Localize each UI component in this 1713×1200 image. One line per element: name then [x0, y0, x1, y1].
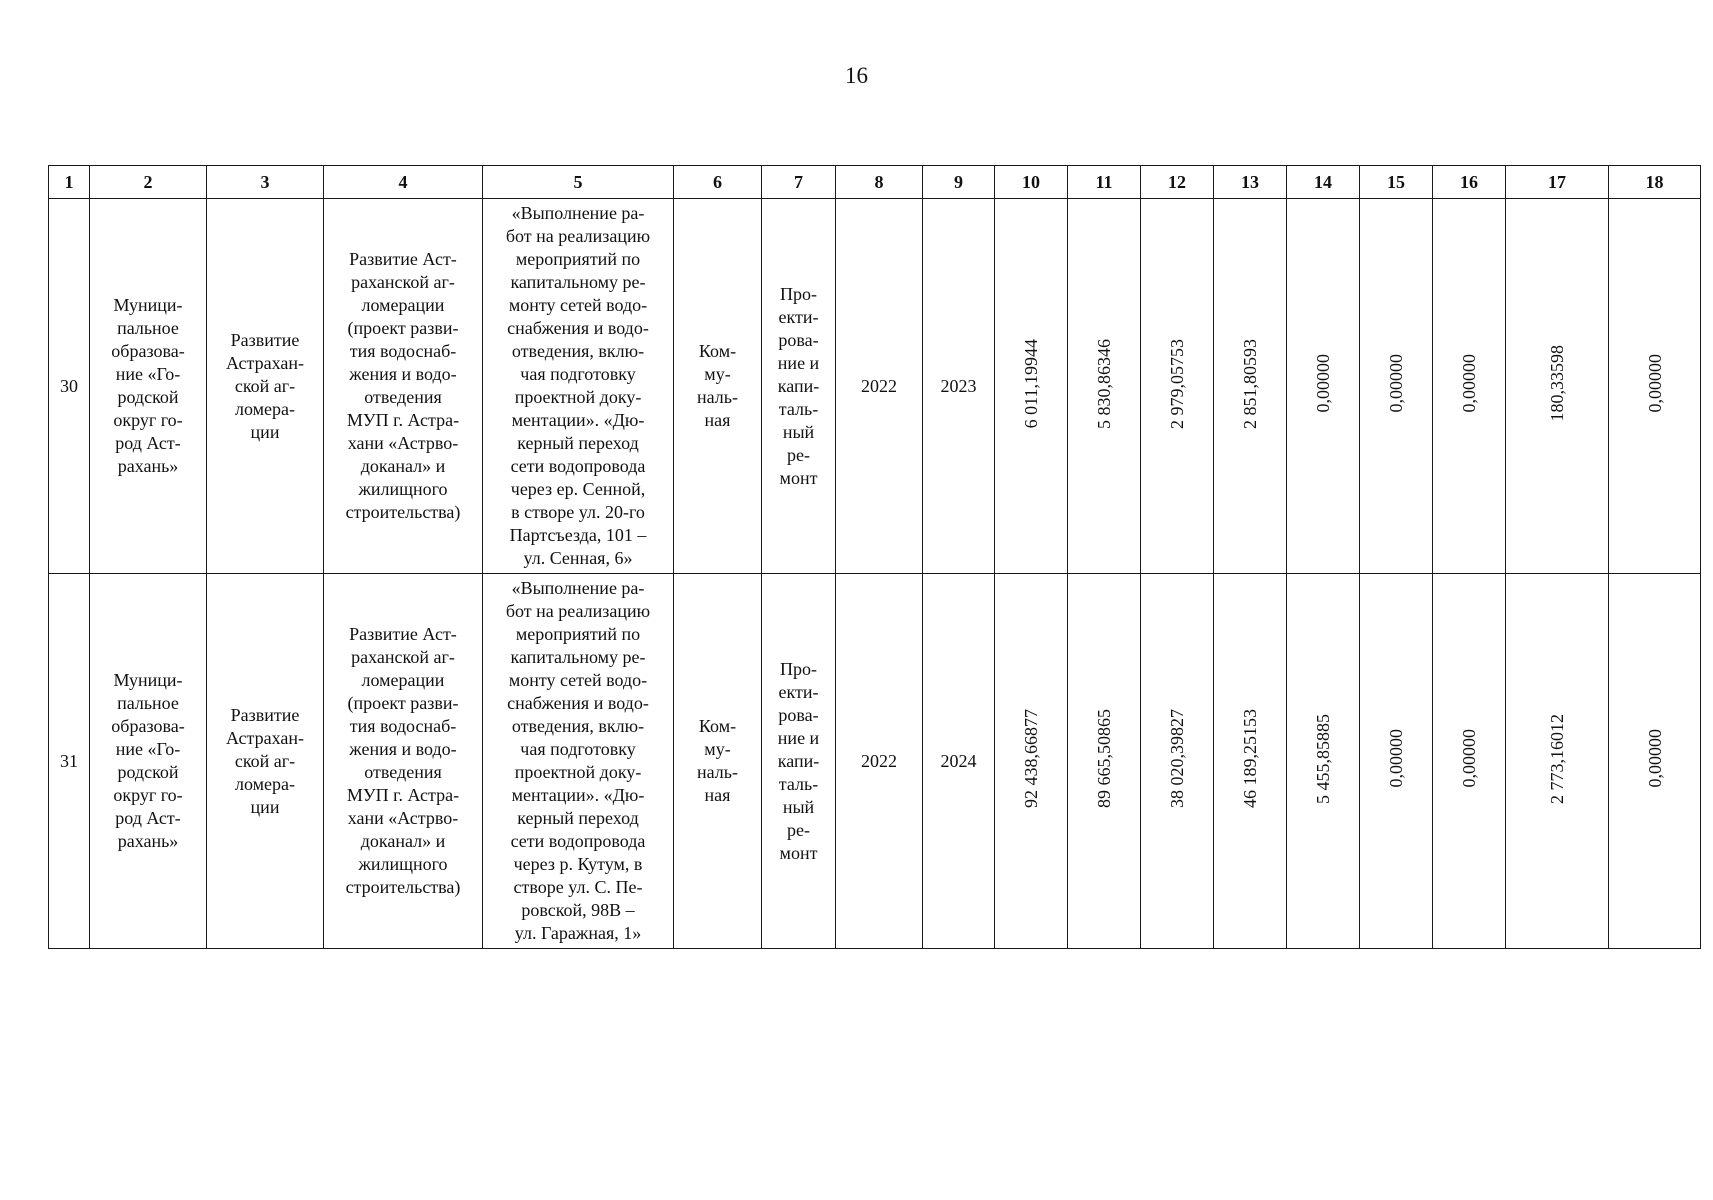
table-row — [49, 574, 1701, 949]
start-year-cell: 2022 — [836, 199, 923, 574]
amount-cell — [1506, 199, 1609, 574]
amount-cell — [1360, 199, 1433, 574]
column-number-header: 9 — [923, 166, 995, 199]
ownership-cell: Ком- му- наль- ная — [674, 199, 762, 574]
column-number-header: 16 — [1433, 166, 1506, 199]
direction-cell: Развитие Астрахан- ской аг- ломера- ции — [207, 199, 324, 574]
ownership-cell: Ком- му- наль- ная — [674, 574, 762, 949]
column-number-header: 5 — [483, 166, 674, 199]
event-cell: «Выполнение ра- бот на реализацию мероприятий по капитальному ре- монту сетей водо- снабжения и водо- отведения, вклю- чая подготовку проектной доку- ментации». «Дю- керный переход сети водопровода через р. Кутум, в створе ул. С. Пе- ровской, 98В – ул. Гаражная, 1» — [483, 574, 674, 949]
amount-cell — [1141, 574, 1214, 949]
column-number-header: 7 — [762, 166, 836, 199]
direction-cell: Развитие Астрахан- ской аг- ломера- ции — [207, 574, 324, 949]
amount-cell — [1287, 199, 1360, 574]
amount-value: 2 851,80593 — [1240, 338, 1260, 429]
column-number-header: 18 — [1609, 166, 1701, 199]
amount-value: 0,00000 — [1386, 729, 1406, 788]
amount-value: 5 455,85885 — [1313, 713, 1333, 804]
amount-cell — [1068, 199, 1141, 574]
column-number-header: 4 — [324, 166, 483, 199]
amount-value: 92 438,66877 — [1021, 709, 1041, 808]
column-number-header: 14 — [1287, 166, 1360, 199]
end-year-cell: 2023 — [923, 199, 995, 574]
column-number-header: 1 — [49, 166, 90, 199]
column-number-header: 12 — [1141, 166, 1214, 199]
amount-cell — [1214, 199, 1287, 574]
amount-value: 38 020,39827 — [1167, 709, 1187, 808]
amount-value: 0,00000 — [1313, 354, 1333, 413]
amount-value: 0,00000 — [1459, 729, 1479, 788]
amount-value: 46 189,25153 — [1240, 709, 1260, 808]
column-number-header: 2 — [90, 166, 207, 199]
amount-value: 89 665,50865 — [1094, 709, 1114, 808]
investment-table — [48, 165, 1701, 949]
amount-cell — [1287, 574, 1360, 949]
column-number-header: 6 — [674, 166, 762, 199]
amount-cell — [1214, 574, 1287, 949]
amount-value: 2 773,16012 — [1547, 713, 1567, 804]
column-number-header: 10 — [995, 166, 1068, 199]
amount-value: 2 979,05753 — [1167, 338, 1187, 429]
row-number-cell: 31 — [49, 574, 90, 949]
amount-value: 0,00000 — [1459, 354, 1479, 413]
amount-value: 0,00000 — [1644, 354, 1665, 413]
column-number-header: 13 — [1214, 166, 1287, 199]
amount-cell — [1141, 199, 1214, 574]
amount-cell — [1068, 574, 1141, 949]
project-cell: Развитие Аст- раханской аг- ломерации (проект разви- тия водоснаб- жения и водо- отведения МУП г. Астра- хани «Астрво- доканал» и жилищного строительства) — [324, 574, 483, 949]
amount-cell — [1609, 574, 1701, 949]
amount-cell — [1360, 574, 1433, 949]
event-cell: «Выполнение ра- бот на реализацию мероприятий по капитальному ре- монту сетей водо- снабжения и водо- отведения, вклю- чая подготовку проектной доку- ментации». «Дю- керный переход сети водопровода через ер. Сенной, в створе ул. 20-го Партсъезда, 101 – ул. Сенная, 6» — [483, 199, 674, 574]
municipality-cell: Муници- пальное образова- ние «Го- родской округ го- род Аст- рахань» — [90, 199, 207, 574]
column-number-header: 17 — [1506, 166, 1609, 199]
column-number-row — [49, 166, 1701, 199]
amount-value: 0,00000 — [1386, 354, 1406, 413]
amount-value: 180,33598 — [1547, 345, 1567, 422]
column-number-header: 8 — [836, 166, 923, 199]
amount-cell — [1506, 574, 1609, 949]
amount-value: 6 011,19944 — [1021, 338, 1041, 429]
end-year-cell: 2024 — [923, 574, 995, 949]
amount-cell — [1433, 574, 1506, 949]
row-number-cell: 30 — [49, 199, 90, 574]
amount-value: 5 830,86346 — [1094, 338, 1114, 429]
page-number: 16 — [845, 63, 868, 88]
amount-cell — [995, 574, 1068, 949]
project-cell: Развитие Аст- раханской аг- ломерации (проект разви- тия водоснаб- жения и водо- отведения МУП г. Астра- хани «Астрво- доканал» и жилищного строительства) — [324, 199, 483, 574]
work-type-cell: Про- екти- рова- ние и капи- таль- ный ре- монт — [762, 199, 836, 574]
table-row — [49, 199, 1701, 574]
amount-cell — [1609, 199, 1701, 574]
column-number-header: 3 — [207, 166, 324, 199]
amount-value: 0,00000 — [1644, 729, 1665, 788]
start-year-cell: 2022 — [836, 574, 923, 949]
amount-cell — [995, 199, 1068, 574]
municipality-cell: Муници- пальное образова- ние «Го- родской округ го- род Аст- рахань» — [90, 574, 207, 949]
column-number-header: 11 — [1068, 166, 1141, 199]
amount-cell — [1433, 199, 1506, 574]
work-type-cell: Про- екти- рова- ние и капи- таль- ный ре- монт — [762, 574, 836, 949]
column-number-header: 15 — [1360, 166, 1433, 199]
